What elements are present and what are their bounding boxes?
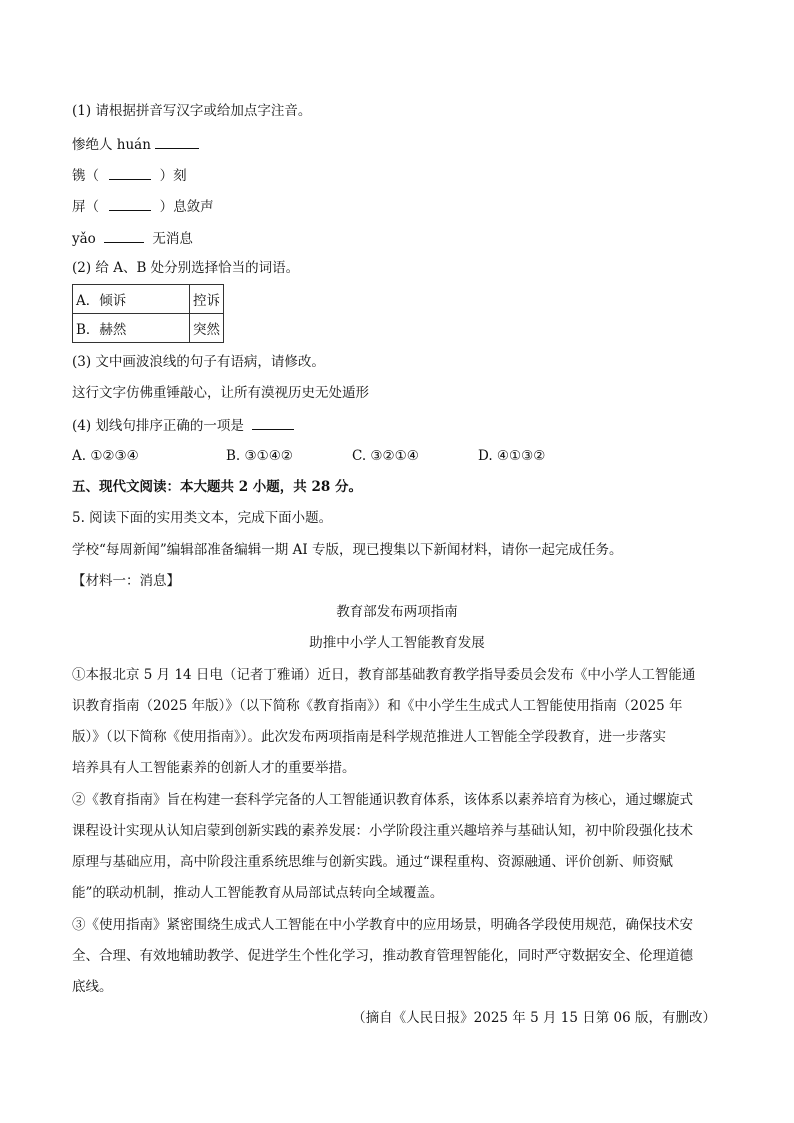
question-4-title <box>72 414 294 436</box>
article-title: 教育部发布两项指南 <box>336 604 458 620</box>
question-1-title: (1) 请根据拼音写汉字或给加点字注音。 <box>72 103 312 119</box>
paragraph-3-line: 全、合理、有效地辅助教学、促进学生个性化学习，推动教育管理智能化，同时严守数据安全、伦理道德 <box>72 948 693 964</box>
choice-c[interactable]: C. ③②①④ <box>352 448 419 464</box>
source-citation: （摘自《人民日报》2025 年 5 月 15 日第 06 版，有删改） <box>352 1010 716 1026</box>
pinyin-item-4 <box>72 227 193 249</box>
answer-blank[interactable] <box>155 133 199 149</box>
question-2-title: (2) 给 A、B 处分别选择恰当的词语。 <box>72 260 300 276</box>
pinyin-item-prefix: 镌（ <box>72 168 99 184</box>
table-cell: 突然 <box>190 314 224 343</box>
section-5-score: 本大题共 2 小题，共 28 分。 <box>180 479 362 495</box>
table-cell: A．倾诉 <box>73 285 190 314</box>
answer-blank[interactable] <box>252 414 294 430</box>
pinyin-item-prefix: yǎo <box>72 231 96 247</box>
paragraph-1-line: 版）》（以下简称《使用指南》）。此次发布两项指南是科学规范推进人工智能全学段教育，进一步落实 <box>72 729 666 745</box>
section-5-prefix: 五、现代文阅读： <box>72 479 180 495</box>
question-4-text: (4) 划线句排序正确的一项是 <box>72 418 244 434</box>
paragraph-1-line: 培养具有人工智能素养的创新人才的重要举措。 <box>72 760 356 776</box>
section-5-heading <box>72 477 362 497</box>
paragraph-3-line: 底线。 <box>72 979 113 995</box>
paragraph-2-line: 原理与基础应用，高中阶段注重系统思维与创新实践。通过“课程重构、资源融通、评价创新、师资赋 <box>72 854 673 870</box>
choice-d[interactable]: D. ④①③② <box>478 448 546 464</box>
pinyin-item-2 <box>72 164 187 186</box>
paragraph-1-line: ①本报北京 5 月 14 日电（记者丁雅诵）近日，教育部基础教育教学指导委员会发布《中小学人工智能通 <box>72 667 696 683</box>
table-cell: 控诉 <box>190 285 224 314</box>
paragraph-1-line: 识教育指南（2025 年版）》（以下简称《教育指南》）和《中小学生生成式人工智能使用指南（2025 年 <box>72 698 683 714</box>
paragraph-2-line: ②《教育指南》旨在构建一套科学完备的人工智能通识教育体系，该体系以素养培育为核心，通过螺旋式 <box>72 792 693 808</box>
pinyin-item-prefix: 屏（ <box>72 199 99 215</box>
answer-blank[interactable] <box>109 195 151 211</box>
paragraph-3-line: ③《使用指南》紧密围绕生成式人工智能在中小学教育中的应用场景，明确各学段使用规范，确保技术安 <box>72 917 693 933</box>
question-5-title: 5. 阅读下面的实用类文本，完成下面小题。 <box>72 510 333 526</box>
table-row <box>73 314 224 343</box>
paragraph-2-line: 能”的联动机制，推动人工智能教育从局部试点转向全域覆盖。 <box>72 885 444 901</box>
pinyin-item-prefix: 惨绝人 huán <box>72 137 151 153</box>
pinyin-item-3 <box>72 195 214 217</box>
pinyin-item-suffix: ）刻 <box>159 168 187 184</box>
pinyin-item-suffix: ）息敛声 <box>159 199 214 215</box>
choice-b[interactable]: B. ③①④② <box>226 448 293 464</box>
answer-blank[interactable] <box>104 227 144 243</box>
pinyin-item-1 <box>72 133 199 155</box>
question-5-intro: 学校“每周新闻”编辑部准备编辑一期 AI 专版，现已搜集以下新闻材料，请你一起完成任务。 <box>72 542 623 558</box>
question-3-sentence: 这行文字仿佛重锤敲心，让所有漠视历史无处遁形 <box>72 385 369 401</box>
answer-blank[interactable] <box>109 164 151 180</box>
article-subtitle: 助推中小学人工智能教育发展 <box>309 635 485 651</box>
table-row <box>73 285 224 314</box>
word-choice-table <box>72 284 224 343</box>
table-cell: B．赫然 <box>73 314 190 343</box>
material-1-label: 【材料一：消息】 <box>72 573 180 589</box>
question-3-title: (3) 文中画波浪线的句子有语病，请修改。 <box>72 354 325 370</box>
pinyin-item-suffix: 无消息 <box>152 231 193 247</box>
choice-a[interactable]: A. ①②③④ <box>72 448 139 464</box>
paragraph-2-line: 课程设计实现从认知启蒙到创新实践的素养发展：小学阶段注重兴趣培养与基础认知，初中阶段强化技术 <box>72 823 693 839</box>
